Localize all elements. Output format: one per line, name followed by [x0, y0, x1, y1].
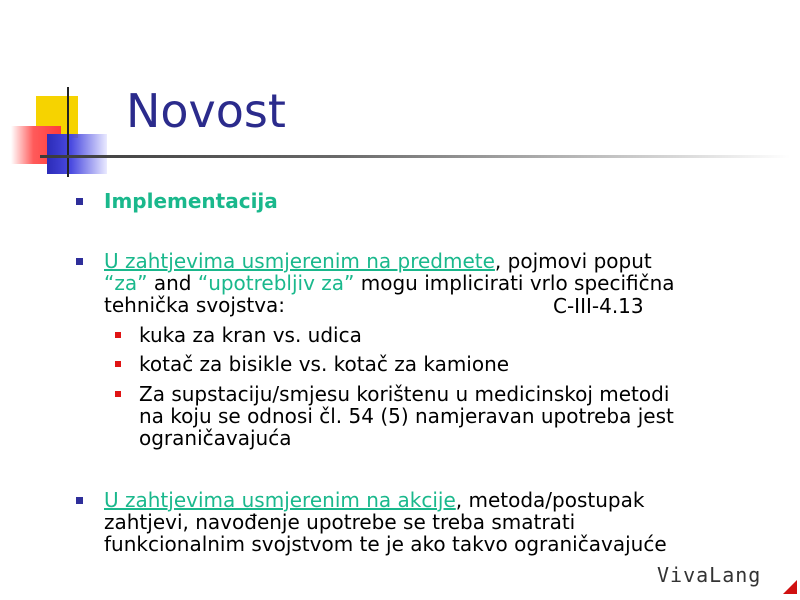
reference-code: C-III-4.13 [553, 294, 644, 318]
text: and [147, 271, 198, 295]
text: tehnička svojstva: [104, 293, 286, 317]
corner-triangle-icon [783, 580, 797, 594]
text: mogu implicirati vrlo specifična [354, 271, 675, 295]
quote-za: “za” [104, 271, 148, 295]
link-objects[interactable]: U zahtjevima usmjerenim na predmete [104, 249, 495, 273]
sub-bullet-marker [115, 361, 121, 367]
text: ograničavajuća [139, 426, 292, 450]
text: , pojmovi poput [494, 249, 652, 273]
sub-bullet-1: kuka za kran vs. udica [139, 323, 362, 347]
sub-bullet-3 [139, 383, 739, 449]
text: , metoda/postupak [455, 488, 645, 512]
sub-bullet-marker [115, 332, 121, 338]
bullet-paragraph-actions [104, 489, 744, 555]
text: zahtjevi, navođenje upotrebe se treba smatrati [104, 510, 576, 534]
text: na koju se odnosi čl. 54 (5) namjeravan upotreba jest [139, 404, 674, 428]
bullet-heading: Implementacija [104, 189, 278, 213]
bullet-marker [76, 198, 83, 205]
sub-bullet-2: kotač za bisikle vs. kotač za kamione [139, 352, 510, 376]
slide-title: Novost [126, 84, 286, 138]
bullet-marker [76, 258, 83, 265]
bullet-marker [76, 497, 83, 504]
text: Za supstaciju/smjesu korištenu u medicinskoj metodi [139, 382, 670, 406]
sub-bullet-marker [115, 391, 121, 397]
vivalang-logo: VivaLang [657, 563, 762, 587]
bullet-paragraph-objects [104, 250, 744, 316]
quote-upotrebljiv: “upotrebljiv za” [197, 271, 355, 295]
link-actions[interactable]: U zahtjevima usmjerenim na akcije [104, 488, 456, 512]
text: funkcionalnim svojstvom te je ako takvo ograničavajuće [104, 532, 667, 556]
